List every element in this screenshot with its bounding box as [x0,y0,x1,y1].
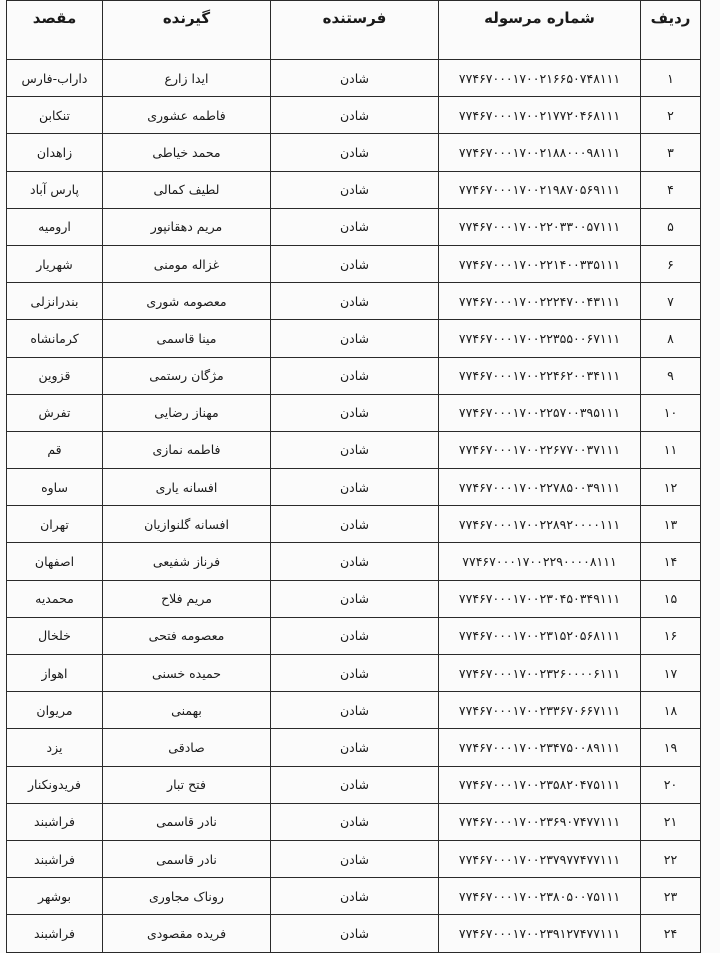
shipments-table [6,0,701,953]
sender-cell: شادن [271,766,439,803]
tracking-number-cell: ۷۷۴۶۷۰۰۰۱۷۰۰۲۱۷۷۲۰۴۶۸۱۱۱ [439,97,641,134]
recipient-cell: نادر قاسمی [103,840,271,877]
table-row [7,320,701,357]
destination-cell: بوشهر [7,878,103,915]
tracking-number-cell: ۷۷۴۶۷۰۰۰۱۷۰۰۲۲۹۰۰۰۰۸۱۱۱ [439,543,641,580]
table-row [7,655,701,692]
table-row [7,431,701,468]
tracking-number-cell: ۷۷۴۶۷۰۰۰۱۷۰۰۲۱۸۸۰۰۰۹۸۱۱۱ [439,134,641,171]
tracking-number-cell: ۷۷۴۶۷۰۰۰۱۷۰۰۲۲۸۹۲۰۰۰۰۱۱۱ [439,506,641,543]
sender-cell: شادن [271,245,439,282]
tracking-number-cell: ۷۷۴۶۷۰۰۰۱۷۰۰۲۳۶۹۰۷۴۷۷۱۱۱ [439,803,641,840]
destination-cell: اصفهان [7,543,103,580]
recipient-cell: صادقی [103,729,271,766]
tracking-number-cell: ۷۷۴۶۷۰۰۰۱۷۰۰۲۳۴۷۵۰۰۸۹۱۱۱ [439,729,641,766]
table-row [7,208,701,245]
recipient-cell: محمد خیاطی [103,134,271,171]
tracking-number-cell: ۷۷۴۶۷۰۰۰۱۷۰۰۲۲۷۸۵۰۰۳۹۱۱۱ [439,469,641,506]
sender-cell: شادن [271,580,439,617]
destination-cell: اهواز [7,655,103,692]
row-number-cell: ۲۲ [641,840,701,877]
sender-cell: شادن [271,655,439,692]
sender-cell: شادن [271,617,439,654]
row-number-cell: ۱ [641,60,701,97]
row-number-cell: ۲۴ [641,915,701,952]
tracking-number-cell: ۷۷۴۶۷۰۰۰۱۷۰۰۲۱۹۸۷۰۵۶۹۱۱۱ [439,171,641,208]
recipient-cell: فتح تبار [103,766,271,803]
row-number-cell: ۳ [641,134,701,171]
destination-cell: فریدونکنار [7,766,103,803]
destination-cell: تهران [7,506,103,543]
sender-cell: شادن [271,97,439,134]
row-number-cell: ۲۱ [641,803,701,840]
tracking-number-cell: ۷۷۴۶۷۰۰۰۱۷۰۰۲۲۲۴۷۰۰۴۳۱۱۱ [439,283,641,320]
sender-cell: شادن [271,840,439,877]
sender-cell: شادن [271,431,439,468]
destination-cell: خلخال [7,617,103,654]
header-recipient: گیرنده [103,1,271,60]
header-row-number: ردیف [641,1,701,60]
destination-cell: محمدیه [7,580,103,617]
recipient-cell: لطیف کمالی [103,171,271,208]
row-number-cell: ۱۵ [641,580,701,617]
row-number-cell: ۱۶ [641,617,701,654]
recipient-cell: روناک مجاوری [103,878,271,915]
sender-cell: شادن [271,208,439,245]
row-number-cell: ۵ [641,208,701,245]
destination-cell: ساوه [7,469,103,506]
table-row [7,840,701,877]
tracking-number-cell: ۷۷۴۶۷۰۰۰۱۷۰۰۲۳۸۰۵۰۰۷۵۱۱۱ [439,878,641,915]
row-number-cell: ۲۰ [641,766,701,803]
table-row [7,97,701,134]
tracking-number-cell: ۷۷۴۶۷۰۰۰۱۷۰۰۲۳۱۵۲۰۵۶۸۱۱۱ [439,617,641,654]
tracking-number-cell: ۷۷۴۶۷۰۰۰۱۷۰۰۲۳۲۶۰۰۰۰۶۱۱۱ [439,655,641,692]
table-row [7,506,701,543]
destination-cell: تنکابن [7,97,103,134]
table-row [7,357,701,394]
tracking-number-cell: ۷۷۴۶۷۰۰۰۱۷۰۰۲۲۰۳۳۰۰۵۷۱۱۱ [439,208,641,245]
sender-cell: شادن [271,357,439,394]
recipient-cell: غزاله مومنی [103,245,271,282]
header-destination: مقصد [7,1,103,60]
row-number-cell: ۲۳ [641,878,701,915]
destination-cell: زاهدان [7,134,103,171]
sender-cell: شادن [271,915,439,952]
recipient-cell: مینا قاسمی [103,320,271,357]
table-row [7,692,701,729]
recipient-cell: مریم دهقانپور [103,208,271,245]
recipient-cell: مژگان رستمی [103,357,271,394]
destination-cell: کرمانشاه [7,320,103,357]
destination-cell: قزوین [7,357,103,394]
sender-cell: شادن [271,469,439,506]
table-row [7,766,701,803]
table-row [7,617,701,654]
recipient-cell: فرناز شفیعی [103,543,271,580]
table-row [7,134,701,171]
destination-cell: قم [7,431,103,468]
sender-cell: شادن [271,803,439,840]
row-number-cell: ۱۲ [641,469,701,506]
tracking-number-cell: ۷۷۴۶۷۰۰۰۱۷۰۰۲۳۳۶۷۰۶۶۷۱۱۱ [439,692,641,729]
sender-cell: شادن [271,171,439,208]
row-number-cell: ۸ [641,320,701,357]
table-row [7,878,701,915]
table-row [7,245,701,282]
recipient-cell: افسانه یاری [103,469,271,506]
sender-cell: شادن [271,878,439,915]
tracking-number-cell: ۷۷۴۶۷۰۰۰۱۷۰۰۲۲۵۷۰۰۳۹۵۱۱۱ [439,394,641,431]
header-sender: فرستنده [271,1,439,60]
row-number-cell: ۶ [641,245,701,282]
row-number-cell: ۷ [641,283,701,320]
recipient-cell: معصومه شوری [103,283,271,320]
tracking-number-cell: ۷۷۴۶۷۰۰۰۱۷۰۰۲۲۱۴۰۰۳۳۵۱۱۱ [439,245,641,282]
tracking-number-cell: ۷۷۴۶۷۰۰۰۱۷۰۰۲۳۷۹۷۷۴۷۷۱۱۱ [439,840,641,877]
tracking-number-cell: ۷۷۴۶۷۰۰۰۱۷۰۰۲۲۶۷۷۰۰۳۷۱۱۱ [439,431,641,468]
row-number-cell: ۱۳ [641,506,701,543]
destination-cell: تفرش [7,394,103,431]
destination-cell: یزد [7,729,103,766]
sender-cell: شادن [271,320,439,357]
sender-cell: شادن [271,134,439,171]
destination-cell: فراشبند [7,915,103,952]
table-row [7,803,701,840]
table-row [7,915,701,952]
destination-cell: فراشبند [7,840,103,877]
table-header [7,1,701,60]
recipient-cell: مریم فلاح [103,580,271,617]
sender-cell: شادن [271,692,439,729]
recipient-cell: مهناز رضایی [103,394,271,431]
table-row [7,171,701,208]
row-number-cell: ۱۱ [641,431,701,468]
table-row [7,729,701,766]
sender-cell: شادن [271,394,439,431]
destination-cell: مریوان [7,692,103,729]
sender-cell: شادن [271,729,439,766]
recipient-cell: فاطمه نمازی [103,431,271,468]
recipient-cell: نادر قاسمی [103,803,271,840]
table-row [7,580,701,617]
table-row [7,394,701,431]
destination-cell: شهریار [7,245,103,282]
tracking-number-cell: ۷۷۴۶۷۰۰۰۱۷۰۰۲۲۳۵۵۰۰۶۷۱۱۱ [439,320,641,357]
tracking-number-cell: ۷۷۴۶۷۰۰۰۱۷۰۰۲۳۵۸۲۰۴۷۵۱۱۱ [439,766,641,803]
row-number-cell: ۹ [641,357,701,394]
row-number-cell: ۱۰ [641,394,701,431]
destination-cell: ارومیه [7,208,103,245]
sender-cell: شادن [271,283,439,320]
row-number-cell: ۲ [641,97,701,134]
table-row [7,543,701,580]
table-row [7,60,701,97]
recipient-cell: فریده مقصودی [103,915,271,952]
destination-cell: فراشبند [7,803,103,840]
table-body [7,60,701,953]
tracking-number-cell: ۷۷۴۶۷۰۰۰۱۷۰۰۲۳۹۱۲۷۴۷۷۱۱۱ [439,915,641,952]
tracking-number-cell: ۷۷۴۶۷۰۰۰۱۷۰۰۲۲۴۶۲۰۰۳۴۱۱۱ [439,357,641,394]
row-number-cell: ۴ [641,171,701,208]
row-number-cell: ۱۹ [641,729,701,766]
recipient-cell: بهمنی [103,692,271,729]
recipient-cell: فاطمه عشوری [103,97,271,134]
sender-cell: شادن [271,60,439,97]
recipient-cell: معصومه فتحی [103,617,271,654]
row-number-cell: ۱۸ [641,692,701,729]
row-number-cell: ۱۴ [641,543,701,580]
destination-cell: پارس آباد [7,171,103,208]
sender-cell: شادن [271,506,439,543]
tracking-number-cell: ۷۷۴۶۷۰۰۰۱۷۰۰۲۱۶۶۵۰۷۴۸۱۱۱ [439,60,641,97]
row-number-cell: ۱۷ [641,655,701,692]
tracking-number-cell: ۷۷۴۶۷۰۰۰۱۷۰۰۲۳۰۴۵۰۳۴۹۱۱۱ [439,580,641,617]
recipient-cell: حمیده خسنی [103,655,271,692]
sender-cell: شادن [271,543,439,580]
table-row [7,469,701,506]
recipient-cell: ایدا زارع [103,60,271,97]
header-row [7,1,701,60]
destination-cell: داراب-فارس [7,60,103,97]
header-tracking-number: شماره مرسوله [439,1,641,60]
table-row [7,283,701,320]
destination-cell: بندرانزلی [7,283,103,320]
recipient-cell: افسانه گلنوازیان [103,506,271,543]
